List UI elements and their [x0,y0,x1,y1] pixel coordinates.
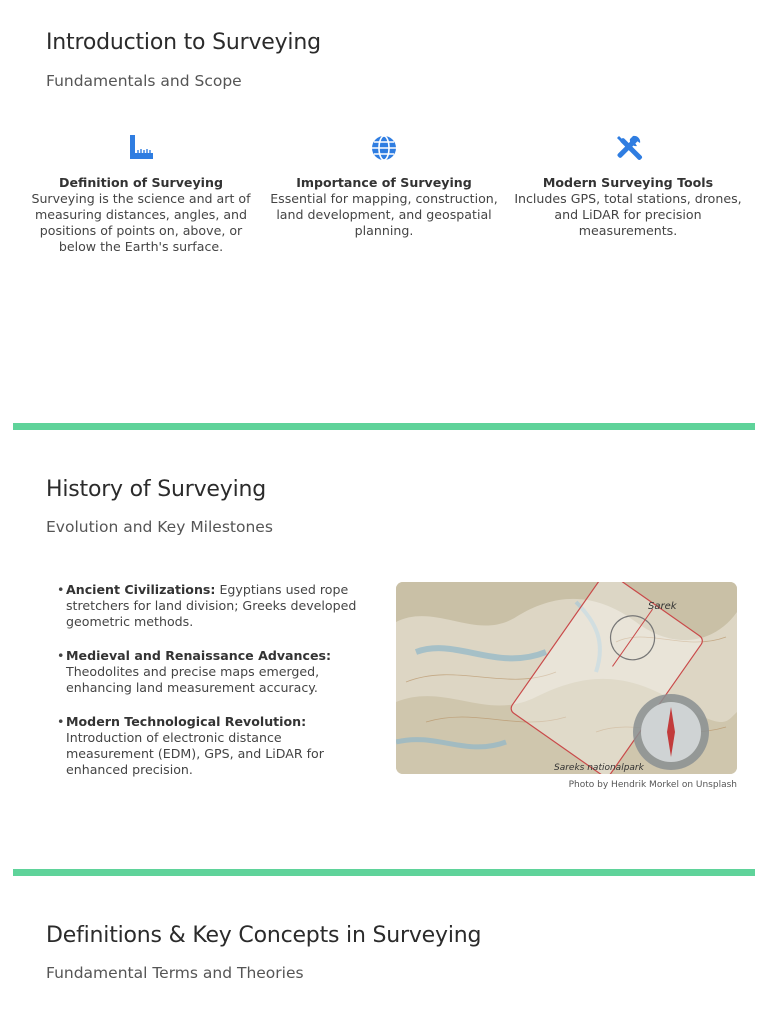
page-subtitle: Fundamentals and Scope [46,72,242,90]
bullet-heading: Ancient Civilizations: [66,582,216,597]
card-title: Modern Surveying Tools [542,175,714,190]
bullet-text: Egyptians used rope stretchers for land division; Greeks developed geometric methods. [66,582,357,629]
section-divider [13,869,755,876]
card-title: Definition of Surveying [59,175,223,190]
globe-icon [369,133,399,163]
map-compass-photo [396,582,737,774]
photo-credit: Photo by Hendrik Morkel on Unsplash [568,780,737,790]
tools-card [508,133,748,239]
ruler-icon [126,133,156,163]
card-text: Essential for mapping, construction, land development, and geospatial planning. [270,191,498,238]
topographic-map-image [396,582,737,774]
section-divider [13,423,755,430]
section-title: Definitions & Key Concepts in Surveying [46,923,482,948]
card-text: Surveying is the science and art of measuring distances, angles, and positions of points on, above, or below the Earth's surface. [31,191,251,254]
map-label-top: Sarek [648,601,677,612]
milestones-list [57,582,367,796]
section-subtitle: Evolution and Key Milestones [46,518,273,536]
bullet-text: Introduction of electronic distance measurement (EDM), GPS, and LiDAR for enhanced precision. [66,730,324,777]
section-title: History of Surveying [46,477,267,502]
card-text: Includes GPS, total stations, drones, and LiDAR for precision measurements. [514,191,742,238]
tools-icon [613,133,643,163]
list-item: • Modern Technological Revolution: Introduction of electronic distance measurement (EDM), GPS, and LiDAR for enhanced precision. [57,714,324,777]
list-item: • Medieval and Renaissance Advances: Theodolites and precise maps emerged, enhancing land measurement accuracy. [57,648,332,695]
section-subtitle: Fundamental Terms and Theories [46,964,304,982]
importance-card [264,133,504,239]
bullet-heading: Medieval and Renaissance Advances: [66,648,332,663]
bullet-heading: Modern Technological Revolution: [66,714,307,729]
map-label-bottom: Sareks nationalpark [554,763,644,773]
page-title: Introduction to Surveying [46,30,321,55]
list-item: • Ancient Civilizations: Egyptians used rope stretchers for land division; Greeks developed geometric methods. [57,582,357,629]
card-title: Importance of Surveying [296,175,472,190]
bullet-text: Theodolites and precise maps emerged, enhancing land measurement accuracy. [66,664,320,695]
definition-card [21,133,261,255]
